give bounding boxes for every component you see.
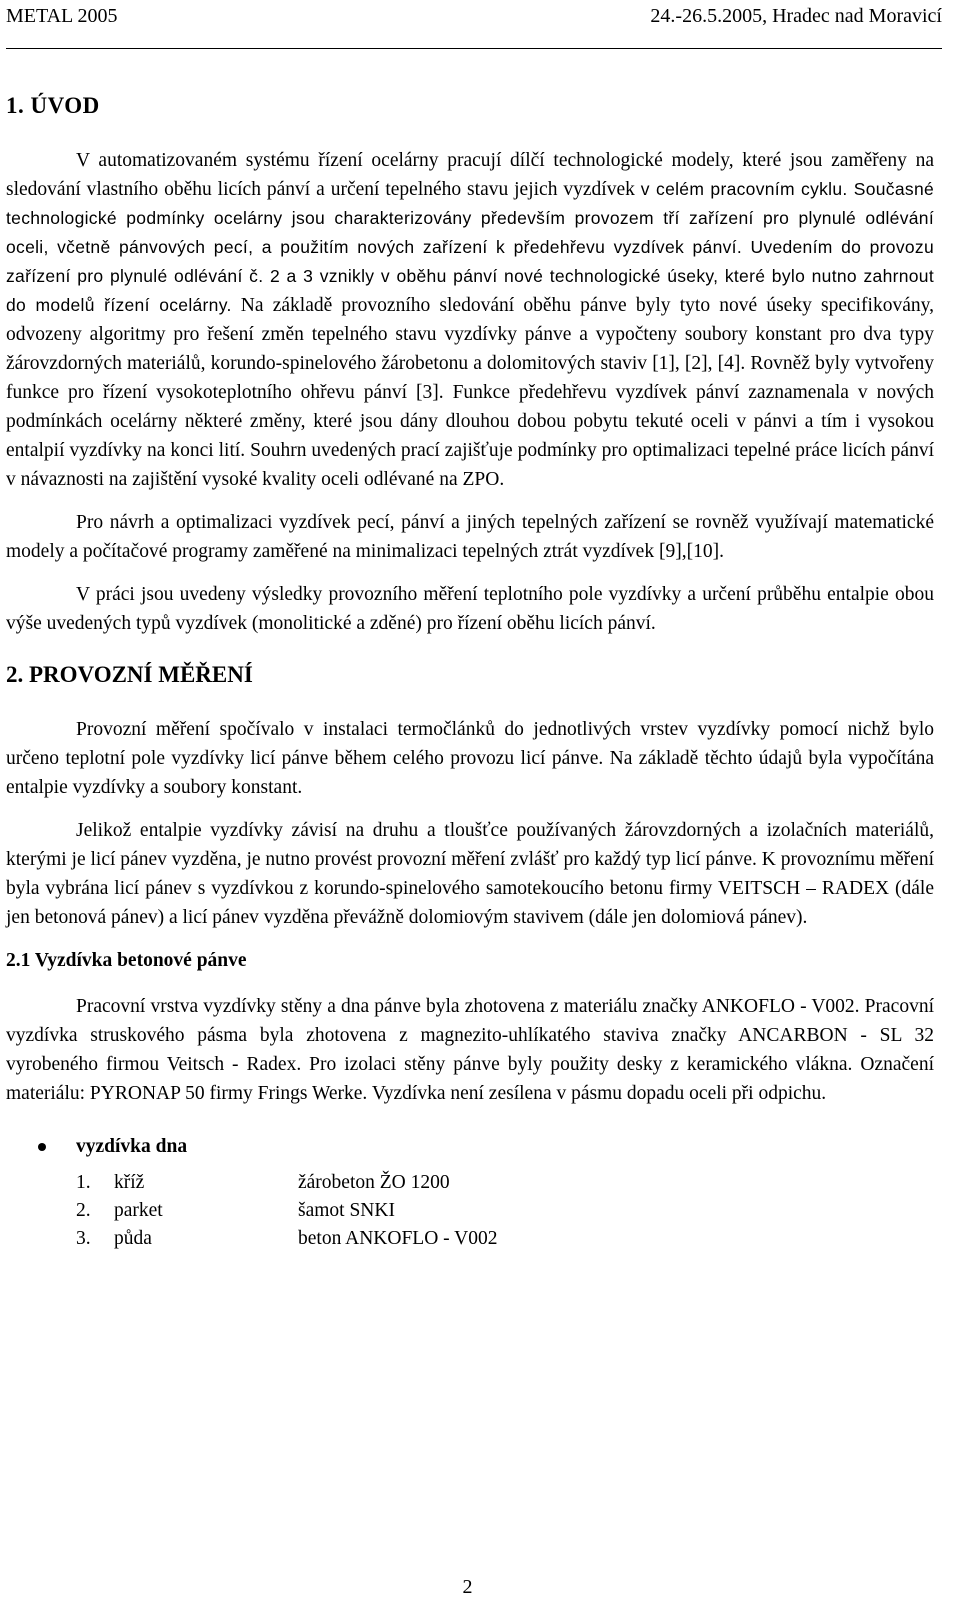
list-item-number: 3. bbox=[76, 1228, 91, 1249]
subsection-title-betonova-panev: 2.1 Vyzdívka betonové pánve bbox=[6, 950, 247, 971]
section-title-provozni-mereni: 2. PROVOZNÍ MĚŘENÍ bbox=[6, 662, 253, 687]
bullet-item bbox=[6, 1132, 934, 1161]
list-item-name: parket bbox=[114, 1200, 163, 1221]
list-item-name: kříž bbox=[114, 1172, 145, 1193]
paragraph-mereni-2: Jelikož entalpie vyzdívky závisí na druhu a tloušťce používaných žárovzdorných a izolačních materiálů, kterými je licí pánev vyzděna, je nutno provést provozní měření zvlášť pro každý typ licí pánve. K provoznímu měření byla vybrána licí pánev s vyzdívkou z korundo-spinelového samotekoucího betonu firmy VEITSCH – RADEX (dále jen betonová pánev) a licí pánev vyzděna převážně dolomiovým stavivem (dále jen dolomiová pánev). bbox=[6, 820, 934, 928]
list-item-number: 1. bbox=[76, 1172, 91, 1193]
conference-name: METAL 2005 bbox=[6, 5, 118, 27]
paragraph-uvod-1-part-c: Na základě provozního sledování oběhu pánve byly tyto nové úseky specifikovány, odvozeny algoritmy pro řešení změn tepelného stavu vyzdívky pánve a vypočteny soubory konstant pro dva typy žárovzdorných materiálů, korundo-spinelového žárobetonu a dolomitových staviv [1], [2], [4]. Rovněž byly vytvořeny funkce pro řízení vysokoteplotního ohřevu pánví [3]. Funkce předehřevu vyzdívek pánví zaznamenala v nových podmínkách ocelárny některé změny, které jsou dány dlouhou dobou pobytu tekuté oceli v pánvi a tím i vysokou entalpií vyzdívky na konci lití. Souhrn uvedených prací zajišťuje podmínky pro optimalizaci tepelné práce licích pánví v návaznosti na zajištění vysoké kvality oceli odlévané na ZPO. bbox=[6, 295, 934, 490]
list-item-number: 2. bbox=[76, 1200, 91, 1221]
list-item bbox=[6, 1169, 934, 1197]
list-item-material: žárobeton ŽO 1200 bbox=[298, 1172, 450, 1193]
page-number: 2 bbox=[462, 1576, 473, 1598]
list-item-name: půda bbox=[114, 1228, 152, 1249]
page-content bbox=[6, 93, 934, 1253]
paragraph-uvod-1 bbox=[6, 146, 934, 494]
conference-date-place: 24.-26.5.2005, Hradec nad Moravicí bbox=[650, 5, 942, 27]
bullet-dot-icon bbox=[38, 1143, 46, 1151]
paragraph-uvod-3: V práci jsou uvedeny výsledky provozního měření teplotního pole vyzdívky a určení průběhu entalpie obou výše uvedených typů vyzdívek (monolitické a zděné) pro řízení oběhu licích pánví. bbox=[6, 584, 934, 634]
list-item bbox=[6, 1197, 934, 1225]
paragraph-uvod-1-part-a: V automatizovaném systému řízení ocelárny pracují dílčí technologické modely, které jsou zaměřeny na sledování vlastního oběhu licích pánví a určení tepelného stavu jejich vyzdívek bbox=[6, 150, 934, 200]
bullet-label: vyzdívka dna bbox=[76, 1136, 188, 1157]
list-item bbox=[6, 1225, 934, 1253]
paragraph-mereni-1: Provozní měření spočívalo v instalaci termočlánků do jednotlivých vrstev vyzdívky pomocí nichž bylo určeno teplotní pole vyzdívky licí pánve během celého provozu licí pánve. Na základě těchto údajů byla vypočítána entalpie vyzdívky a soubory konstant. bbox=[6, 719, 934, 798]
paragraph-uvod-2: Pro návrh a optimalizaci vyzdívek pecí, pánví a jiných tepelných zařízení se rovněž využívají matematické modely a počítačové programy zaměřené na minimalizaci tepelných ztrát vyzdívek [9],[10]. bbox=[6, 512, 934, 562]
section-title-uvod: 1. ÚVOD bbox=[6, 93, 100, 118]
paragraph-uvod-1-part-b: v celém pracovním cyklu. Současné technologické podmínky ocelárny jsou charakterizovány především provozem tří zařízení pro plynulé odlévání oceli, včetně pánvových pecí, a použitím nových zařízení k předehřevu vyzdívek pánví. Uvedením do provozu zařízení pro plynulé odlévání č. 2 a 3 vznikly v oběhu pánví nové technologické úseky, které bylo nutno zahrnout do modelů řízení ocelárny. bbox=[6, 179, 935, 315]
paragraph-betonova-panev: Pracovní vrstva vyzdívky stěny a dna pánve byla zhotovena z materiálu značky ANKOFLO - V002. Pracovní vyzdívka struskového pásma byla zhotovena z magnezito-uhlíkatého staviva značky ANCARBON - SL 32 vyrobeného firmou Veitsch - Radex. Pro izolaci stěny pánve byly použity desky z keramického vlákna. Označení materiálu: PYRONAP 50 firmy Frings Werke. Vyzdívka není zesílena v pásmu dopadu oceli při odpichu. bbox=[6, 996, 934, 1104]
list-item-material: šamot SNKI bbox=[298, 1200, 395, 1221]
page-header bbox=[6, 0, 942, 49]
list-item-material: beton ANKOFLO - V002 bbox=[298, 1228, 498, 1249]
material-list bbox=[6, 1169, 934, 1253]
